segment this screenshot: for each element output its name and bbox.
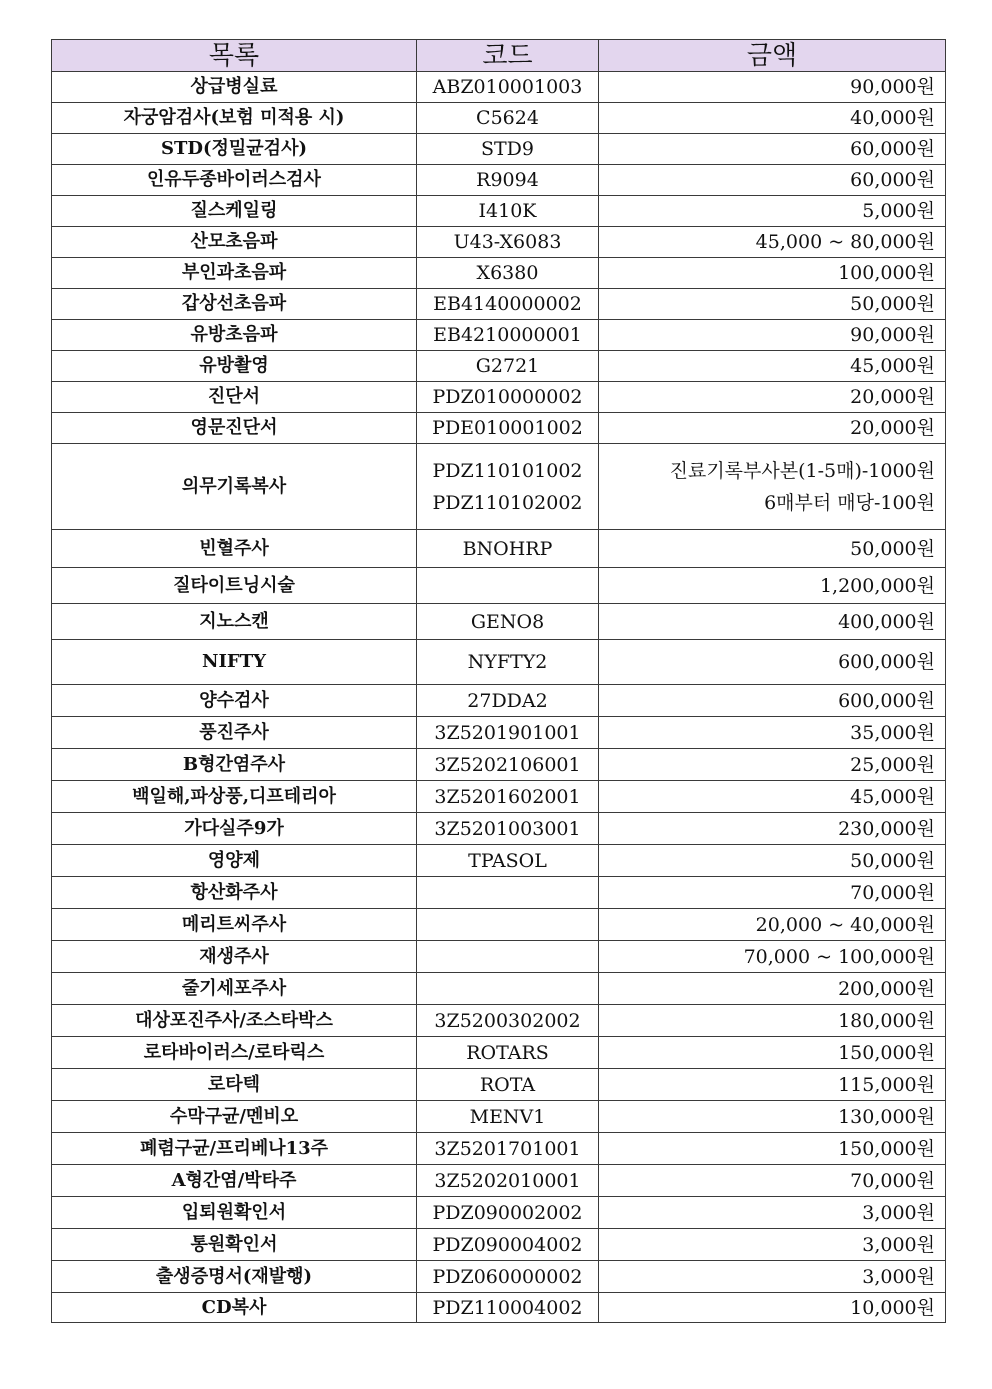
table-row — [52, 1069, 946, 1101]
table-row — [52, 351, 946, 382]
amount-cell — [599, 258, 946, 289]
code-text: BNOHRP — [462, 537, 553, 560]
amount-text: 35,000원 — [850, 721, 935, 744]
code-text: PDZ060000002 — [432, 1265, 583, 1288]
item-cell: 상급병실료 — [52, 72, 417, 103]
fee-table-body — [52, 72, 946, 1323]
amount-cell — [599, 1101, 946, 1133]
amount-text: 25,000원 — [850, 753, 935, 776]
item-cell: 산모초음파 — [52, 227, 417, 258]
amount-text: 1,200,000원 — [819, 574, 935, 597]
table-row — [52, 568, 946, 604]
table-row — [52, 813, 946, 845]
item-cell: A형간염/박타주 — [52, 1165, 417, 1197]
amount-text: 200,000원 — [838, 977, 935, 1000]
item-cell: 로타바이러스/로타릭스 — [52, 1037, 417, 1069]
item-cell: 유방촬영 — [52, 351, 417, 382]
header-code: 코드 — [417, 40, 599, 72]
item-cell: 수막구균/멘비오 — [52, 1101, 417, 1133]
amount-text: 45,000원 — [850, 355, 935, 377]
amount-cell — [599, 1069, 946, 1101]
amount-cell — [599, 1037, 946, 1069]
item-cell: 로타텍 — [52, 1069, 417, 1101]
table-row — [52, 685, 946, 717]
code-text: ABZ010001003 — [432, 76, 583, 98]
header-item: 목록 — [52, 40, 417, 72]
amount-text: 150,000원 — [838, 1137, 935, 1160]
code-text: U43-X6083 — [453, 231, 562, 253]
code-cell — [417, 1197, 599, 1229]
code-text: ROTA — [479, 1073, 536, 1096]
amount-text: 5,000원 — [862, 200, 935, 222]
code-cell — [417, 604, 599, 640]
table-row — [52, 640, 946, 685]
code-cell — [417, 749, 599, 781]
item-cell: 통원확인서 — [52, 1229, 417, 1261]
amount-cell — [599, 640, 946, 685]
amount-text: 40,000원 — [850, 107, 935, 129]
item-cell: 인유두종바이러스검사 — [52, 165, 417, 196]
table-row — [52, 1261, 946, 1293]
amount-cell — [599, 444, 946, 530]
item-cell: 항산화주사 — [52, 877, 417, 909]
amount-cell — [599, 813, 946, 845]
table-row — [52, 604, 946, 640]
table-row — [52, 413, 946, 444]
amount-cell — [599, 941, 946, 973]
table-row — [52, 749, 946, 781]
item-cell: 질스케일링 — [52, 196, 417, 227]
amount-cell — [599, 289, 946, 320]
amount-cell — [599, 604, 946, 640]
amount-text: 3,000원 — [862, 1265, 935, 1288]
table-row — [52, 1229, 946, 1261]
table-row — [52, 1133, 946, 1165]
amount-text: 20,000 ~ 40,000원 — [755, 913, 935, 936]
code-cell — [417, 973, 599, 1005]
amount-cell — [599, 196, 946, 227]
table-row — [52, 941, 946, 973]
item-cell: 갑상선초음파 — [52, 289, 417, 320]
amount-cell — [599, 134, 946, 165]
table-row — [52, 320, 946, 351]
code-cell — [417, 1037, 599, 1069]
item-cell: 출생증명서(재발행) — [52, 1261, 417, 1293]
header-amount: 금액 — [599, 40, 946, 72]
code-cell — [417, 196, 599, 227]
table-row — [52, 530, 946, 568]
table-row — [52, 103, 946, 134]
code-cell — [417, 845, 599, 877]
amount-cell — [599, 351, 946, 382]
amount-text: 6매부터 매당-100원 — [764, 491, 935, 514]
amount-cell — [599, 1197, 946, 1229]
amount-text: 45,000원 — [850, 785, 935, 808]
code-text: I410K — [478, 200, 537, 222]
table-row — [52, 1005, 946, 1037]
code-text: ROTARS — [466, 1041, 549, 1064]
item-cell: CD복사 — [52, 1293, 417, 1323]
code-cell — [417, 813, 599, 845]
code-text: C5624 — [476, 107, 539, 129]
table-row — [52, 134, 946, 165]
item-cell: B형간염주사 — [52, 749, 417, 781]
amount-cell — [599, 909, 946, 941]
item-cell: NIFTY — [52, 640, 417, 685]
item-cell: 질타이트닝시술 — [52, 568, 417, 604]
amount-cell — [599, 1133, 946, 1165]
amount-text: 150,000원 — [838, 1041, 935, 1064]
amount-cell — [599, 1261, 946, 1293]
code-cell — [417, 685, 599, 717]
code-cell — [417, 1133, 599, 1165]
code-text: NYFTY2 — [467, 651, 548, 673]
table-row — [52, 909, 946, 941]
code-text: TPASOL — [468, 849, 547, 872]
item-cell: 메리트씨주사 — [52, 909, 417, 941]
item-cell: 의무기록복사 — [52, 444, 417, 530]
amount-cell — [599, 749, 946, 781]
table-row — [52, 227, 946, 258]
amount-text: 20,000원 — [850, 417, 935, 439]
code-text: 3Z5201602001 — [434, 785, 581, 808]
code-text: EB4210000001 — [433, 324, 582, 346]
item-cell: 진단서 — [52, 382, 417, 413]
item-cell: 백일해,파상풍,디프테리아 — [52, 781, 417, 813]
code-cell — [417, 1069, 599, 1101]
code-cell — [417, 444, 599, 530]
table-row — [52, 1293, 946, 1323]
amount-cell — [599, 1229, 946, 1261]
code-cell — [417, 289, 599, 320]
item-cell: 입퇴원확인서 — [52, 1197, 417, 1229]
item-cell: 지노스캔 — [52, 604, 417, 640]
code-cell — [417, 320, 599, 351]
table-row — [52, 1165, 946, 1197]
amount-cell — [599, 227, 946, 258]
table-row — [52, 717, 946, 749]
amount-text: 70,000원 — [850, 1169, 935, 1192]
code-text: 3Z5202106001 — [434, 753, 581, 776]
code-cell — [417, 781, 599, 813]
item-cell: 대상포진주사/조스타박스 — [52, 1005, 417, 1037]
amount-cell — [599, 781, 946, 813]
amount-text: 115,000원 — [838, 1073, 935, 1096]
code-text: GENO8 — [470, 610, 545, 633]
item-cell: 부인과초음파 — [52, 258, 417, 289]
code-cell — [417, 1165, 599, 1197]
code-text: EB4140000002 — [433, 293, 582, 315]
amount-text: 60,000원 — [850, 138, 935, 160]
table-row — [52, 258, 946, 289]
code-cell — [417, 1229, 599, 1261]
amount-text: 70,000 ~ 100,000원 — [743, 945, 935, 968]
item-cell: 영양제 — [52, 845, 417, 877]
code-cell — [417, 1005, 599, 1037]
amount-text: 230,000원 — [838, 817, 935, 840]
code-cell — [417, 351, 599, 382]
code-cell — [417, 941, 599, 973]
code-cell — [417, 413, 599, 444]
item-cell: 양수검사 — [52, 685, 417, 717]
table-row — [52, 781, 946, 813]
amount-text: 50,000원 — [850, 537, 935, 560]
amount-text: 60,000원 — [850, 169, 935, 191]
table-row — [52, 973, 946, 1005]
code-text: PDZ090002002 — [432, 1201, 583, 1224]
code-text: STD9 — [480, 138, 534, 160]
amount-text: 100,000원 — [838, 262, 935, 284]
code-text: 27DDA2 — [467, 689, 548, 712]
code-text: 3Z5201003001 — [434, 817, 581, 840]
table-row — [52, 165, 946, 196]
code-text: PDZ090004002 — [432, 1233, 583, 1256]
table-row — [52, 444, 946, 530]
code-cell — [417, 530, 599, 568]
code-cell — [417, 1293, 599, 1323]
code-cell — [417, 382, 599, 413]
table-row — [52, 382, 946, 413]
code-cell — [417, 717, 599, 749]
amount-cell — [599, 845, 946, 877]
item-cell: 폐렴구균/프리베나13주 — [52, 1133, 417, 1165]
code-text: PDZ110004002 — [432, 1296, 583, 1319]
amount-text: 20,000원 — [850, 386, 935, 408]
table-row — [52, 1037, 946, 1069]
code-cell — [417, 258, 599, 289]
code-cell — [417, 1101, 599, 1133]
code-text: 3Z5201901001 — [434, 721, 581, 744]
amount-cell — [599, 685, 946, 717]
amount-text: 600,000원 — [838, 651, 935, 673]
amount-text: 600,000원 — [838, 689, 935, 712]
code-text: PDZ110101002 — [432, 459, 583, 482]
item-cell: 자궁암검사(보험 미적용 시) — [52, 103, 417, 134]
code-text: X6380 — [476, 262, 539, 284]
amount-cell — [599, 165, 946, 196]
code-cell — [417, 909, 599, 941]
code-text: 3Z5202010001 — [434, 1169, 581, 1192]
amount-text: 3,000원 — [862, 1233, 935, 1256]
amount-text: 3,000원 — [862, 1201, 935, 1224]
table-row — [52, 1101, 946, 1133]
amount-cell — [599, 530, 946, 568]
code-text: 3Z5200302002 — [434, 1009, 581, 1032]
item-cell: 유방초음파 — [52, 320, 417, 351]
amount-text: 50,000원 — [850, 293, 935, 315]
code-cell — [417, 227, 599, 258]
table-row — [52, 845, 946, 877]
amount-cell — [599, 973, 946, 1005]
code-cell — [417, 568, 599, 604]
amount-cell — [599, 1005, 946, 1037]
code-cell — [417, 165, 599, 196]
item-cell: 가다실주9가 — [52, 813, 417, 845]
amount-text: 진료기록부사본(1-5매)-1000원 — [669, 459, 935, 482]
item-cell: 재생주사 — [52, 941, 417, 973]
item-cell: 풍진주사 — [52, 717, 417, 749]
amount-text: 400,000원 — [838, 610, 935, 633]
code-cell — [417, 134, 599, 165]
item-cell: 줄기세포주사 — [52, 973, 417, 1005]
table-row — [52, 289, 946, 320]
item-cell: 영문진단서 — [52, 413, 417, 444]
code-text: PDE010001002 — [432, 417, 583, 439]
code-cell — [417, 103, 599, 134]
table-row — [52, 877, 946, 909]
amount-cell — [599, 568, 946, 604]
amount-cell — [599, 413, 946, 444]
fee-table — [51, 39, 946, 1323]
amount-cell — [599, 382, 946, 413]
code-cell — [417, 1261, 599, 1293]
amount-text: 90,000원 — [850, 76, 935, 98]
code-text: 3Z5201701001 — [434, 1137, 581, 1160]
amount-text: 90,000원 — [850, 324, 935, 346]
item-cell: 빈혈주사 — [52, 530, 417, 568]
table-row — [52, 72, 946, 103]
code-cell — [417, 640, 599, 685]
amount-cell — [599, 72, 946, 103]
code-text: PDZ110102002 — [432, 491, 583, 514]
code-cell — [417, 72, 599, 103]
item-cell: STD(정밀균검사) — [52, 134, 417, 165]
amount-text: 10,000원 — [850, 1296, 935, 1319]
amount-cell — [599, 103, 946, 134]
table-row — [52, 1197, 946, 1229]
amount-cell — [599, 1165, 946, 1197]
code-text: R9094 — [476, 169, 539, 191]
amount-text: 50,000원 — [850, 849, 935, 872]
code-text: PDZ010000002 — [432, 386, 583, 408]
amount-text: 70,000원 — [850, 881, 935, 904]
amount-text: 180,000원 — [838, 1009, 935, 1032]
amount-cell — [599, 320, 946, 351]
amount-cell — [599, 717, 946, 749]
amount-text: 130,000원 — [838, 1105, 935, 1128]
amount-text: 45,000 ~ 80,000원 — [755, 231, 935, 253]
code-text: MENV1 — [469, 1105, 546, 1128]
table-header-row — [52, 40, 946, 72]
amount-cell — [599, 1293, 946, 1323]
amount-cell — [599, 877, 946, 909]
code-cell — [417, 877, 599, 909]
table-row — [52, 196, 946, 227]
code-text: G2721 — [475, 355, 540, 377]
